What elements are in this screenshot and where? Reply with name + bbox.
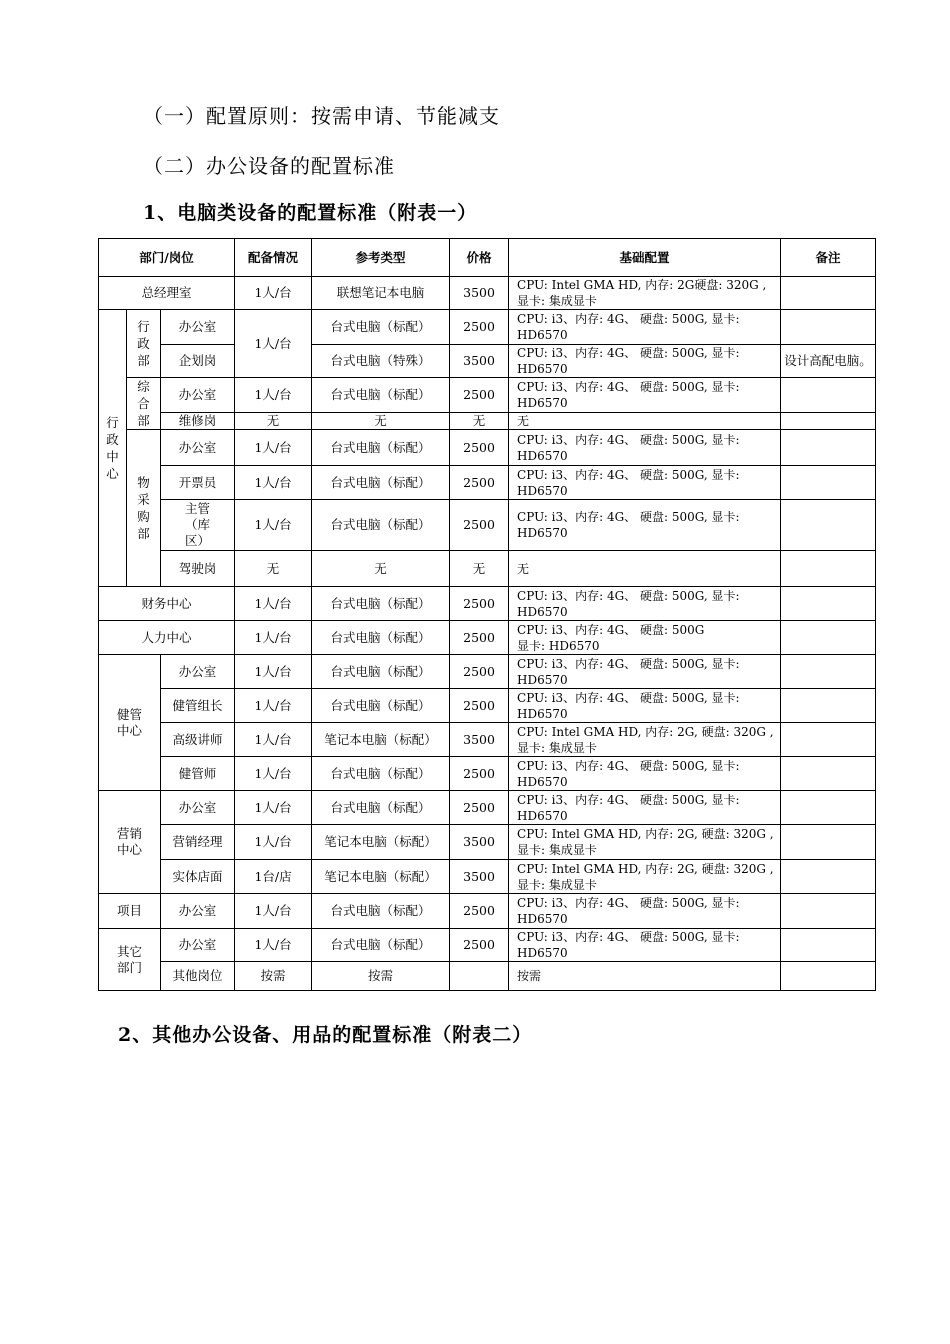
note-cell: 设计高配电脑。	[781, 345, 876, 378]
table-row	[99, 825, 876, 860]
spec-cell: 无	[509, 551, 781, 587]
spec-cell: CPU: i3、内存: 4G、 硬盘: 500G, 显卡: HD6570	[509, 500, 781, 551]
alloc-cell: 1人/台	[235, 723, 312, 757]
alloc-cell: 1人/台	[235, 894, 312, 929]
subgroup-cell-general-dept: 综合部	[127, 378, 161, 430]
note-cell	[781, 277, 876, 310]
table-row	[99, 860, 876, 894]
type-cell: 台式电脑（标配）	[312, 894, 450, 929]
position-cell: 办公室	[161, 894, 235, 929]
price-cell: 2500	[450, 378, 509, 413]
alloc-cell: 1人/台	[235, 791, 312, 825]
spec-cell: CPU: i3、内存: 4G、 硬盘: 500G, 显卡: HD6570	[509, 466, 781, 500]
header-alloc: 配备情况	[235, 239, 312, 277]
price-cell: 2500	[450, 894, 509, 929]
price-cell: 3500	[450, 825, 509, 860]
spec-cell: CPU: i3、内存: 4G、 硬盘: 500G, 显卡: HD6570	[509, 757, 781, 791]
alloc-cell: 1人/台	[235, 500, 312, 551]
table-row	[99, 430, 876, 466]
note-cell	[781, 310, 876, 345]
alloc-cell: 1人/台	[235, 378, 312, 413]
spec-cell: CPU: i3、内存: 4G、 硬盘: 500G, 显卡: HD6570	[509, 378, 781, 413]
spec-cell: CPU: Intel GMA HD, 内存: 2G, 硬盘: 320G , 显卡: 集成显卡	[509, 825, 781, 860]
type-cell: 台式电脑（标配）	[312, 929, 450, 962]
price-cell: 3500	[450, 345, 509, 378]
position-cell: 办公室	[161, 791, 235, 825]
type-cell: 台式电脑（标配）	[312, 587, 450, 621]
group-cell-health: 健管中心	[99, 655, 161, 791]
header-type: 参考类型	[312, 239, 450, 277]
group-cell-other: 其它部门	[99, 929, 161, 991]
header-dept: 部门/岗位	[99, 239, 235, 277]
price-cell: 3500	[450, 277, 509, 310]
alloc-cell: 1人/台	[235, 310, 312, 378]
spec-cell: CPU: i3、内存: 4G、 硬盘: 500G 显卡: HD6570	[509, 621, 781, 655]
table-row	[99, 723, 876, 757]
section-heading-standard: （二）办公设备的配置标准	[143, 154, 395, 178]
price-cell: 2500	[450, 757, 509, 791]
spec-cell: 无	[509, 412, 781, 429]
table-row	[99, 757, 876, 791]
note-cell	[781, 500, 876, 551]
alloc-cell: 1人/台	[235, 825, 312, 860]
price-cell: 2500	[450, 466, 509, 500]
group-cell-admin-center: 行政中心	[99, 310, 127, 587]
subgroup-cell-purchase-dept: 物采购部	[127, 430, 161, 587]
alloc-cell: 1人/台	[235, 621, 312, 655]
note-cell	[781, 791, 876, 825]
note-cell	[781, 587, 876, 621]
spec-cell: CPU: Intel GMA HD, 内存: 2G, 硬盘: 320G , 显卡: 集成显卡	[509, 723, 781, 757]
alloc-cell: 1人/台	[235, 929, 312, 962]
position-cell: 主管（库区）	[161, 500, 235, 551]
table-row	[99, 378, 876, 413]
position-cell: 办公室	[161, 929, 235, 962]
type-cell: 台式电脑（标配）	[312, 621, 450, 655]
table-row	[99, 466, 876, 500]
note-cell	[781, 929, 876, 962]
note-cell	[781, 757, 876, 791]
section-heading-principle: （一）配置原则：按需申请、节能减支	[143, 104, 500, 128]
position-cell: 办公室	[161, 655, 235, 689]
table-row	[99, 791, 876, 825]
table-row	[99, 587, 876, 621]
price-cell: 无	[450, 412, 509, 429]
alloc-cell: 无	[235, 551, 312, 587]
position-cell: 营销经理	[161, 825, 235, 860]
subgroup-cell-admin-dept: 行政部	[127, 310, 161, 378]
position-cell: 办公室	[161, 378, 235, 413]
price-cell	[450, 962, 509, 991]
note-cell	[781, 894, 876, 929]
note-cell	[781, 621, 876, 655]
table-row	[99, 310, 876, 345]
type-cell: 台式电脑（标配）	[312, 655, 450, 689]
spec-cell: CPU: Intel GMA HD, 内存: 2G硬盘: 320G , 显卡: 集成显卡	[509, 277, 781, 310]
type-cell: 台式电脑（标配）	[312, 757, 450, 791]
alloc-cell: 1人/台	[235, 466, 312, 500]
spec-cell: CPU: i3、内存: 4G、 硬盘: 500G, 显卡: HD6570	[509, 430, 781, 466]
group-cell-project: 项目	[99, 894, 161, 929]
type-cell: 按需	[312, 962, 450, 991]
table-row	[99, 929, 876, 962]
alloc-cell: 1人/台	[235, 587, 312, 621]
price-cell: 2500	[450, 655, 509, 689]
spec-cell: CPU: i3、内存: 4G、 硬盘: 500G, 显卡: HD6570	[509, 689, 781, 723]
price-cell: 2500	[450, 310, 509, 345]
position-cell: 健管师	[161, 757, 235, 791]
note-cell	[781, 412, 876, 429]
table-row	[99, 894, 876, 929]
note-cell	[781, 551, 876, 587]
table-row	[99, 551, 876, 587]
table-row	[99, 621, 876, 655]
table-row	[99, 655, 876, 689]
type-cell: 台式电脑（标配）	[312, 430, 450, 466]
alloc-cell: 1人/台	[235, 655, 312, 689]
table-row	[99, 962, 876, 991]
type-cell: 无	[312, 551, 450, 587]
position-cell: 办公室	[161, 430, 235, 466]
alloc-cell: 1人/台	[235, 757, 312, 791]
spec-cell: CPU: i3、内存: 4G、 硬盘: 500G, 显卡: HD6570	[509, 894, 781, 929]
header-spec: 基础配置	[509, 239, 781, 277]
position-cell: 企划岗	[161, 345, 235, 378]
alloc-cell: 无	[235, 412, 312, 429]
table-header-row	[99, 239, 876, 277]
group-cell-marketing: 营销中心	[99, 791, 161, 894]
spec-cell: CPU: i3、内存: 4G、 硬盘: 500G, 显卡: HD6570	[509, 345, 781, 378]
table-row	[99, 500, 876, 551]
type-cell: 笔记本电脑（标配）	[312, 825, 450, 860]
price-cell: 2500	[450, 689, 509, 723]
spec-cell: CPU: i3、内存: 4G、 硬盘: 500G, 显卡: HD6570	[509, 587, 781, 621]
dept-cell: 总经理室	[99, 277, 235, 310]
position-cell: 维修岗	[161, 412, 235, 429]
price-cell: 2500	[450, 430, 509, 466]
dept-cell: 财务中心	[99, 587, 235, 621]
note-cell	[781, 466, 876, 500]
table-row	[99, 689, 876, 723]
type-cell: 台式电脑（特殊）	[312, 345, 450, 378]
spec-cell: CPU: i3、内存: 4G、 硬盘: 500G, 显卡: HD6570	[509, 655, 781, 689]
type-cell: 台式电脑（标配）	[312, 791, 450, 825]
price-cell: 3500	[450, 860, 509, 894]
note-cell	[781, 430, 876, 466]
type-cell: 笔记本电脑（标配）	[312, 860, 450, 894]
position-cell: 高级讲师	[161, 723, 235, 757]
price-cell: 2500	[450, 587, 509, 621]
alloc-cell: 按需	[235, 962, 312, 991]
spec-cell: CPU: i3、内存: 4G、 硬盘: 500G, 显卡: HD6570	[509, 310, 781, 345]
price-cell: 2500	[450, 621, 509, 655]
position-cell: 健管组长	[161, 689, 235, 723]
type-cell: 联想笔记本电脑	[312, 277, 450, 310]
alloc-cell: 1人/台	[235, 277, 312, 310]
table-title-other-equipment: 2、其他办公设备、用品的配置标准（附表二）	[118, 1024, 533, 1046]
header-price: 价格	[450, 239, 509, 277]
type-cell: 台式电脑（标配）	[312, 689, 450, 723]
alloc-cell: 1人/台	[235, 689, 312, 723]
position-cell: 开票员	[161, 466, 235, 500]
alloc-cell: 1人/台	[235, 430, 312, 466]
position-cell: 其他岗位	[161, 962, 235, 991]
header-note: 备注	[781, 239, 876, 277]
note-cell	[781, 962, 876, 991]
table-row	[99, 277, 876, 310]
price-cell: 2500	[450, 929, 509, 962]
type-cell: 台式电脑（标配）	[312, 310, 450, 345]
dept-cell: 人力中心	[99, 621, 235, 655]
price-cell: 无	[450, 551, 509, 587]
position-cell: 实体店面	[161, 860, 235, 894]
type-cell: 无	[312, 412, 450, 429]
spec-cell: 按需	[509, 962, 781, 991]
computer-config-table	[98, 238, 876, 991]
note-cell	[781, 378, 876, 413]
position-cell: 办公室	[161, 310, 235, 345]
note-cell	[781, 825, 876, 860]
type-cell: 台式电脑（标配）	[312, 500, 450, 551]
price-cell: 3500	[450, 723, 509, 757]
table-row	[99, 345, 876, 378]
table-title-computers: 1、电脑类设备的配置标准（附表一）	[143, 202, 478, 224]
alloc-cell: 1台/店	[235, 860, 312, 894]
type-cell: 台式电脑（标配）	[312, 378, 450, 413]
price-cell: 2500	[450, 791, 509, 825]
note-cell	[781, 655, 876, 689]
type-cell: 笔记本电脑（标配）	[312, 723, 450, 757]
table-row	[99, 412, 876, 429]
note-cell	[781, 689, 876, 723]
position-cell: 驾驶岗	[161, 551, 235, 587]
spec-cell: CPU: i3、内存: 4G、 硬盘: 500G, 显卡: HD6570	[509, 929, 781, 962]
note-cell	[781, 860, 876, 894]
note-cell	[781, 723, 876, 757]
type-cell: 台式电脑（标配）	[312, 466, 450, 500]
spec-cell: CPU: Intel GMA HD, 内存: 2G, 硬盘: 320G , 显卡: 集成显卡	[509, 860, 781, 894]
price-cell: 2500	[450, 500, 509, 551]
spec-cell: CPU: i3、内存: 4G、 硬盘: 500G, 显卡: HD6570	[509, 791, 781, 825]
